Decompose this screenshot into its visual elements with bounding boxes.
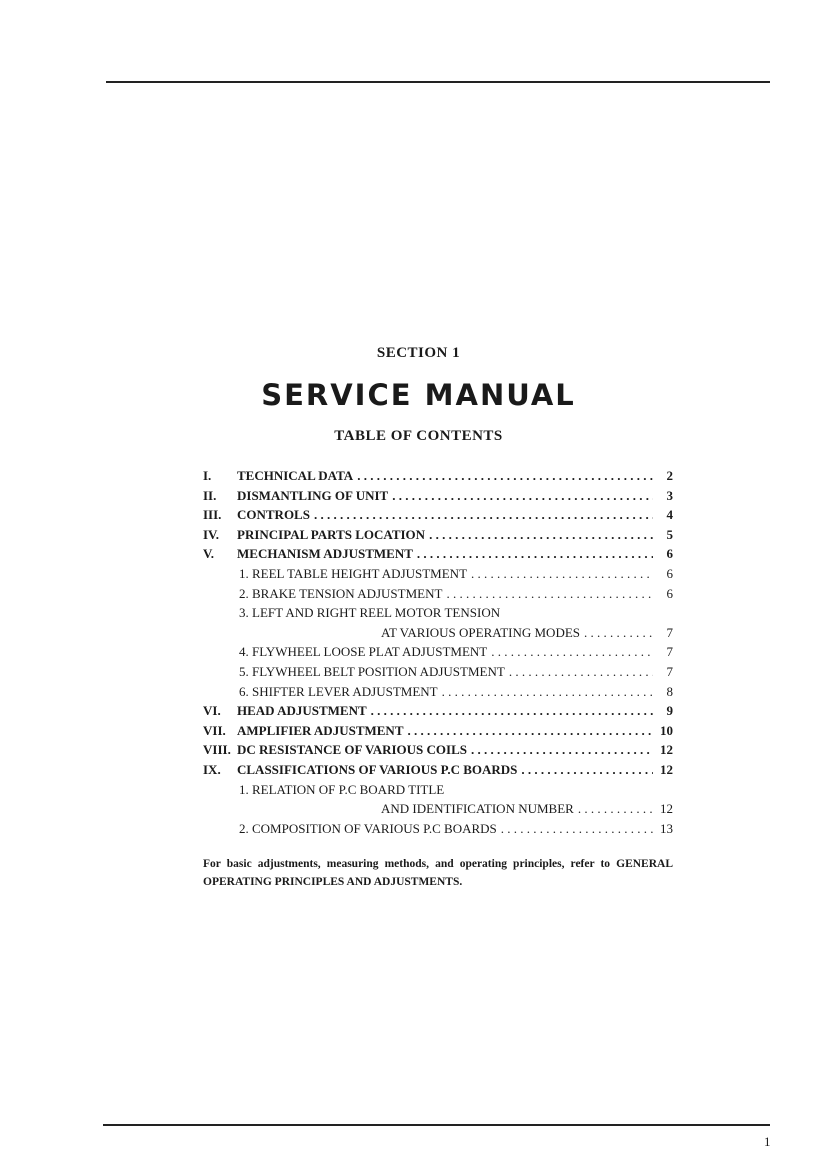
toc-leader-dots: [417, 544, 653, 564]
toc-entry-page: 8: [666, 683, 673, 699]
toc-entry-page: 7: [666, 624, 673, 640]
page-number: 1: [764, 1134, 771, 1149]
toc-entry-label: 3. LEFT AND RIGHT REEL MOTOR TENSION: [239, 605, 501, 621]
toc-entry-page: 9: [666, 703, 673, 719]
toc-entry: [203, 682, 673, 702]
section-label: SECTION 1: [376, 345, 461, 361]
toc-entry-page: 2: [666, 468, 673, 483]
toc-entry: [203, 544, 673, 564]
toc-leader-dots: [491, 642, 653, 662]
toc-entry-label: TECHNICAL DATA: [237, 468, 354, 483]
toc-title: TABLE OF CONTENTS: [334, 428, 503, 444]
toc-entry-page: 5: [666, 526, 673, 542]
toc-entry: [203, 642, 673, 662]
toc-entry: [203, 780, 673, 800]
toc-leader-dots: [471, 564, 653, 584]
toc-entry-page: 12: [660, 761, 673, 777]
toc-entry: [203, 584, 673, 604]
reference-note: For basic adjustments, measuring methods, and operating principles, refer to GENERAL OPERATING PRINCIPLES AND ADJUSTMENTS.: [203, 858, 673, 888]
toc-entry-number: IV.: [203, 526, 220, 542]
toc-leader-dots: [446, 584, 653, 604]
toc-entry-label: AT VARIOUS OPERATING MODES: [381, 624, 581, 640]
toc-entry-label: DISMANTLING OF UNIT: [237, 487, 389, 503]
toc-entry-page: 3: [666, 487, 673, 503]
toc-entry-label: 5. FLYWHEEL BELT POSITION ADJUSTMENT: [239, 663, 505, 679]
toc-entry-number: V.: [203, 546, 214, 562]
toc-entry-page: 6: [666, 585, 673, 601]
toc-entry-number: VI.: [203, 703, 221, 719]
toc-entry-number: IX.: [203, 761, 221, 777]
toc-leader-dots: [442, 682, 653, 702]
toc-entry-number: I.: [203, 468, 212, 483]
toc-leader-dots: [314, 505, 653, 525]
toc-entry-label: PRINCIPAL PARTS LOCATION: [237, 526, 426, 542]
toc-entry-page: 12: [660, 742, 673, 758]
toc-entry-label: 6. SHIFTER LEVER ADJUSTMENT: [239, 683, 438, 699]
toc-entry-label: 2. COMPOSITION OF VARIOUS P.C BOARDS: [239, 820, 497, 836]
toc-entry-label: MECHANISM ADJUSTMENT: [237, 546, 413, 562]
toc-leader-dots: [408, 721, 654, 741]
toc-leader-dots: [429, 525, 653, 545]
bottom-rule: [103, 1124, 770, 1126]
toc-entry: [203, 701, 673, 721]
toc-entry-page: 10: [660, 722, 673, 738]
table-of-contents: [203, 466, 673, 838]
toc-leader-dots: [578, 799, 653, 819]
toc-entry: [203, 466, 673, 486]
toc-leader-dots: [509, 662, 653, 682]
toc-entry-number: II.: [203, 487, 217, 503]
toc-entry-label: 1. RELATION OF P.C BOARD TITLE: [239, 781, 445, 797]
toc-entry-label: 4. FLYWHEEL LOOSE PLAT ADJUSTMENT: [239, 644, 488, 660]
toc-entry: [203, 799, 673, 819]
toc-leader-dots: [371, 701, 653, 721]
toc-entry-label: 2. BRAKE TENSION ADJUSTMENT: [239, 585, 443, 601]
toc-entry-page: 7: [666, 644, 673, 660]
toc-leader-dots: [501, 819, 653, 839]
toc-entry-page: 12: [660, 801, 673, 817]
toc-leader-dots: [584, 623, 653, 643]
toc-entry: [203, 760, 673, 780]
toc-entry-page: 13: [660, 820, 673, 836]
toc-leader-dots: [357, 466, 653, 486]
toc-entry-page: 4: [666, 507, 673, 523]
toc-entry-page: 6: [666, 546, 673, 562]
toc-entry: [203, 623, 673, 643]
toc-leader-dots: [392, 486, 653, 506]
toc-entry: [203, 721, 673, 741]
toc-entry-label: CONTROLS: [237, 507, 310, 523]
toc-entry-page: 7: [666, 663, 673, 679]
toc-entry: [203, 505, 673, 525]
toc-entry-number: VII.: [203, 722, 226, 738]
toc-entry-label: AND IDENTIFICATION NUMBER: [381, 801, 574, 817]
toc-leader-dots: [521, 760, 653, 780]
toc-entry-label: CLASSIFICATIONS OF VARIOUS P.C BOARDS: [237, 761, 518, 777]
toc-entry: [203, 564, 673, 584]
toc-entry-label: AMPLIFIER ADJUSTMENT: [237, 722, 404, 738]
toc-entry-number: III.: [203, 507, 222, 523]
toc-entry-label: HEAD ADJUSTMENT: [237, 703, 367, 719]
toc-entry: [203, 603, 673, 623]
toc-entry-page: 6: [666, 565, 673, 581]
document-title: SERVICE MANUAL: [261, 378, 576, 412]
toc-entry: [203, 740, 673, 760]
toc-entry: [203, 525, 673, 545]
toc-entry-number: VIII.: [203, 742, 231, 758]
toc-leader-dots: [471, 740, 653, 760]
top-rule: [106, 81, 770, 83]
toc-entry: [203, 486, 673, 506]
toc-entry-label: 1. REEL TABLE HEIGHT ADJUSTMENT: [239, 565, 468, 581]
toc-entry: [203, 662, 673, 682]
toc-entry: [203, 819, 673, 839]
toc-entry-label: DC RESISTANCE OF VARIOUS COILS: [237, 742, 467, 758]
